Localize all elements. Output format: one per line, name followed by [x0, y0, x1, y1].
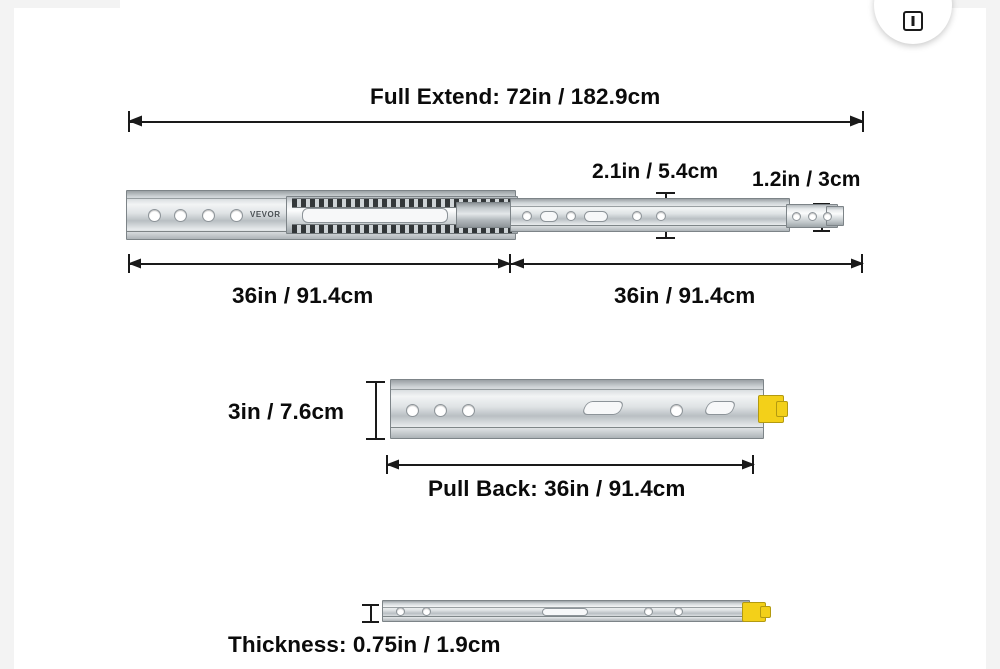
- pullback-dimension-line: [386, 464, 754, 466]
- inner-rail-hole: [808, 212, 817, 221]
- closed-slide-seam-bottom: [391, 427, 763, 428]
- center-rail-slot: [584, 211, 608, 222]
- mount-hole: [406, 404, 419, 417]
- pullback-height-label: 3in / 7.6cm: [228, 399, 345, 424]
- closed-slide-assembly: [390, 377, 790, 443]
- brand-mark: VEVOR: [250, 210, 281, 219]
- pullback-height-tick-top: [366, 381, 385, 383]
- middle-rail-slot: [302, 208, 448, 223]
- mount-hole: [174, 209, 187, 222]
- inner-rail-height-label: 1.2in / 3cm: [752, 168, 861, 191]
- mount-hole: [674, 607, 683, 616]
- center-rail-hole: [522, 211, 532, 221]
- mount-hole: [434, 404, 447, 417]
- segment-right-arrow-start: [511, 258, 526, 269]
- middle-rail-end-cap: [456, 202, 514, 228]
- top-edge-strip-inner: [120, 0, 880, 8]
- thickness-slide-slot: [542, 608, 588, 616]
- thickness-slide-assembly: [382, 596, 782, 628]
- center-rail-hole: [566, 211, 576, 221]
- mount-hole: [202, 209, 215, 222]
- image-compare-button[interactable]: [874, 0, 952, 44]
- center-rail-seam-lower: [511, 225, 789, 226]
- thickness-label: Thickness: 0.75in / 1.9cm: [228, 632, 501, 657]
- segment-right-dimension-line: [510, 263, 863, 265]
- pullback-height-line: [375, 381, 377, 439]
- thickness-tick-top: [362, 604, 379, 606]
- segment-left-arrow-end: [496, 258, 511, 269]
- center-rail-hole: [632, 211, 642, 221]
- segment-left-dimension-line: [128, 263, 510, 265]
- thickness-slide-seam-lower: [383, 616, 749, 617]
- pullback-arrow-right: [740, 459, 755, 470]
- release-lever-tab: [760, 606, 771, 618]
- center-rail-seam: [511, 206, 789, 207]
- segment-left-arrow-start: [128, 258, 143, 269]
- compare-icon: [900, 8, 926, 34]
- full-extend-arrow-left: [128, 115, 144, 127]
- mount-hole: [670, 404, 683, 417]
- release-lever-tab: [776, 401, 788, 417]
- segment-left-label: 36in / 91.4cm: [232, 283, 374, 308]
- closed-slide-center-slot: [581, 401, 625, 415]
- right-gutter: [986, 0, 1000, 669]
- thickness-dimension-line: [370, 604, 372, 622]
- segment-right-label: 36in / 91.4cm: [614, 283, 756, 308]
- pullback-arrow-left: [386, 459, 401, 470]
- thickness-tick-bottom: [362, 621, 379, 623]
- mount-hole: [422, 607, 431, 616]
- pullback-length-label: Pull Back: 36in / 91.4cm: [428, 476, 686, 501]
- left-gutter: [0, 0, 14, 669]
- mount-hole: [644, 607, 653, 616]
- main-rail-height-label: 2.1in / 5.4cm: [592, 160, 719, 183]
- inner-rail-hole: [823, 212, 832, 221]
- full-extend-label: Full Extend: 72in / 182.9cm: [370, 84, 661, 109]
- mount-hole: [462, 404, 475, 417]
- mount-hole: [230, 209, 243, 222]
- extended-slide-assembly: [126, 186, 846, 248]
- center-rail-hole: [656, 211, 666, 221]
- closed-slide-seam-top: [391, 389, 763, 390]
- center-rail-slot: [540, 211, 558, 222]
- segment-right-arrow-end: [849, 258, 864, 269]
- pullback-height-tick-bottom: [366, 438, 385, 440]
- mount-hole: [396, 607, 405, 616]
- mount-hole: [148, 209, 161, 222]
- full-extend-arrow-right: [848, 115, 864, 127]
- full-extend-dimension-line: [128, 121, 864, 123]
- inner-rail-hole: [792, 212, 801, 221]
